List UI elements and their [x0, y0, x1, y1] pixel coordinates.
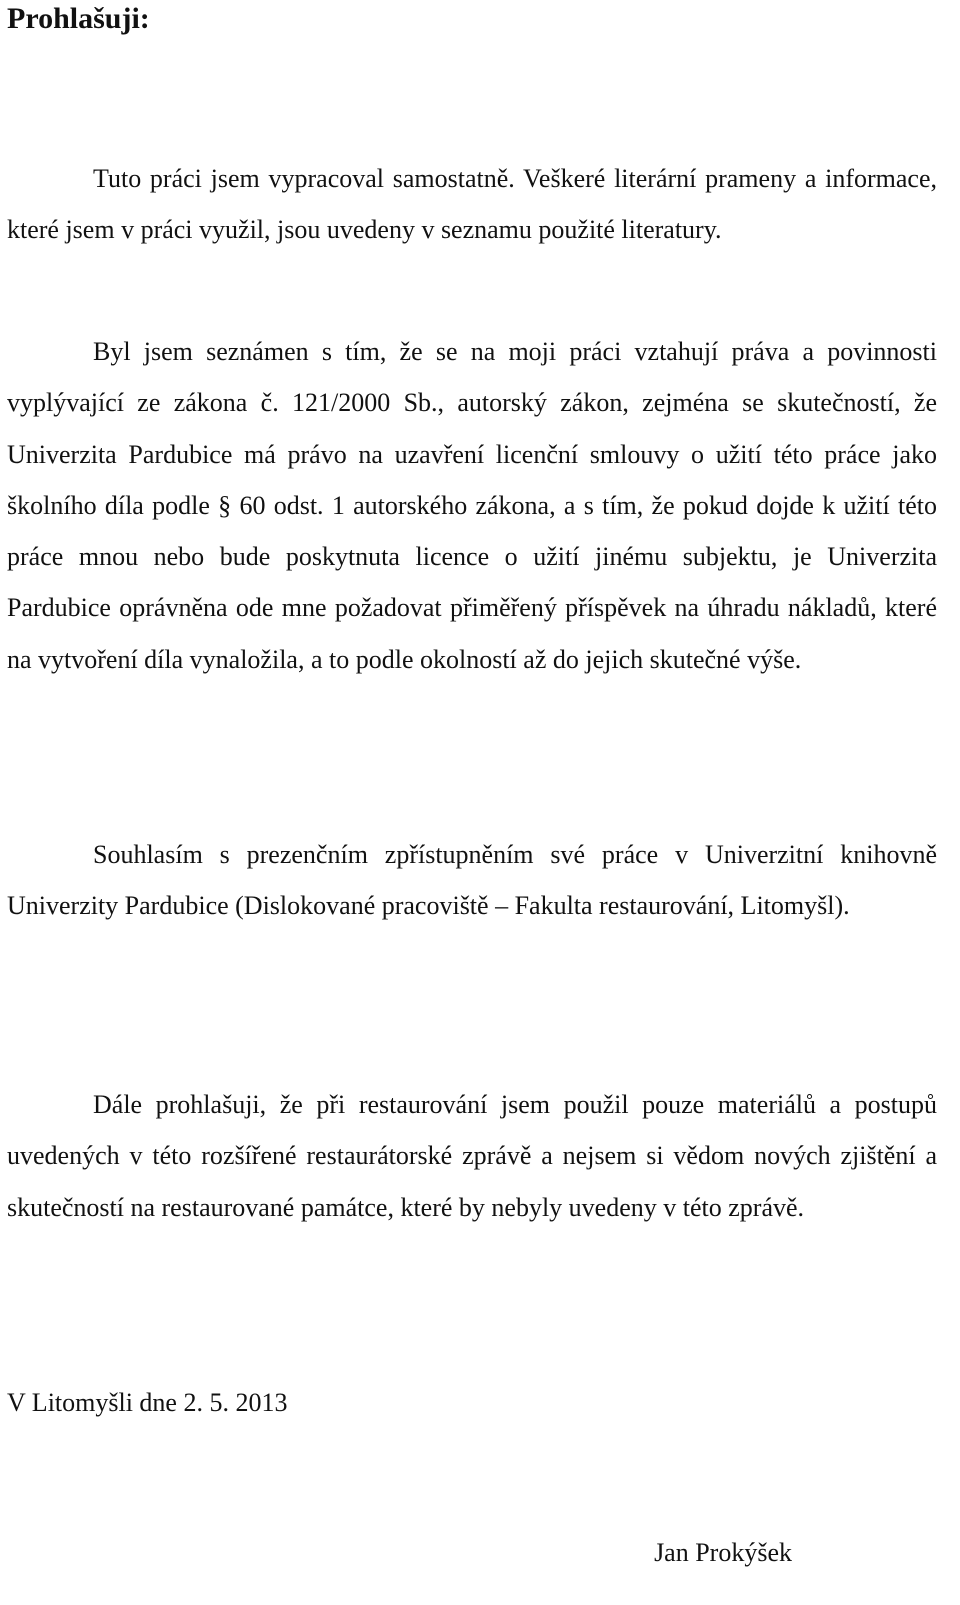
paragraph-materials-declaration: Dále prohlašuji, že při restaurování jsem použil pouze materiálů a postupů uvedených v této rozšířené restaurátorské zprávě a nejsem si vědom nových zjištění a skutečností na restaurované památce, které by nebyly uvedeny v této zprávě. [7, 1090, 937, 1222]
place-and-date: V Litomyšli dne 2. 5. 2013 [7, 1388, 288, 1417]
page-heading: Prohlašuji: [7, 2, 150, 35]
paragraph-independent-work: Tuto práci jsem vypracoval samostatně. Veškeré literární prameny a informace, které jsem v práci využil, jsou uvedeny v seznamu použité literatury. [7, 164, 937, 245]
paragraph-library-access-consent: Souhlasím s prezenčním zpřístupněním své práce v Univerzitní knihovně Univerzity Pardubice (Dislokované pracoviště – Fakulta restaurování, Litomyšl). [7, 840, 937, 921]
paragraph-copyright-law: Byl jsem seznámen s tím, že se na moji práci vztahují práva a povinnosti vyplývající ze zákona č. 121/2000 Sb., autorský zákon, zejména se skutečností, že Univerzita Pardubice má právo na uzavření licenční smlouvy o užití této práce jako školního díla podle § 60 odst. 1 autorského zákona, a s tím, že pokud dojde k užití této práce mnou nebo bude poskytnuta licence o užití jinému subjektu, je Univerzita Pardubice oprávněna ode mne požadovat přiměřený příspěvek na úhradu nákladů, které na vytvoření díla vynaložila, a to podle okolností až do jejich skutečné výše. [7, 337, 937, 674]
author-signature-name: Jan Prokýšek [654, 1538, 792, 1567]
